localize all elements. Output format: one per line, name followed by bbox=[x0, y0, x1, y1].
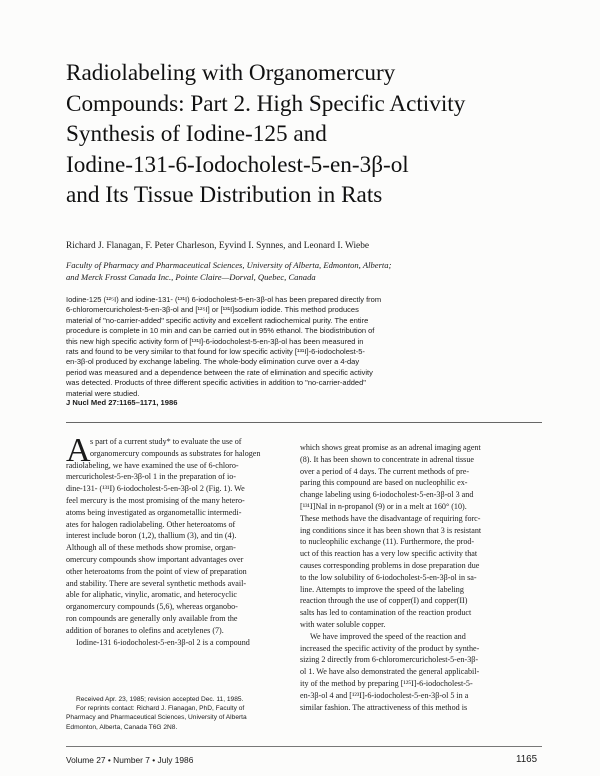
body-line: These methods have the disadvantage of requiring forc- bbox=[300, 513, 481, 523]
body-line: to nucleophilic exchange (11). Furthermore, the prod- bbox=[300, 537, 475, 547]
title-line: Iodine-131-6-Iodocholest-5-en-3β-ol bbox=[66, 151, 409, 178]
body-line: change labeling using 6-iodocholest-5-en-3β-ol 3 and bbox=[300, 490, 474, 500]
abstract-line: material of "no-carrier-added" specific activity and excellent radiochemical purity. The entire bbox=[66, 315, 369, 325]
body-line: reaction through the use of copper(I) and copper(II) bbox=[300, 596, 468, 606]
abstract-line: period was measured and a dependence between the rate of elimination and specific activity bbox=[66, 367, 373, 377]
footnote-line: Pharmacy and Pharmaceutical Sciences, University of Alberta bbox=[66, 714, 247, 722]
body-line: Although all of these methods show promise, organ- bbox=[66, 543, 236, 553]
affiliation bbox=[66, 259, 546, 283]
volume-info: Volume 27 • Number 7 • July 1986 bbox=[66, 755, 194, 765]
affiliation-line: Faculty of Pharmacy and Pharmaceutical Sciences, University of Alberta, Edmonton, Alberta; bbox=[66, 260, 392, 270]
body-line: ron compounds are generally only available from the bbox=[66, 613, 238, 623]
body-line: ing conditions since it has been shown that 3 is resistant bbox=[300, 525, 482, 535]
body-line: other heteroatoms from the point of view of preparation bbox=[66, 566, 247, 576]
body-line: omercury compounds show important advantages over bbox=[66, 554, 244, 564]
body-line: paring this compound are based on nucleophilic ex- bbox=[300, 478, 468, 488]
body-line: addition of boranes to olefins and acetylenes (7). bbox=[66, 625, 224, 635]
body-line: en-3β-ol 4 and [¹²³I]-6-iodocholest-5-en-3β-ol 5 in a bbox=[300, 690, 469, 700]
article-title bbox=[66, 58, 536, 211]
title-line: Compounds: Part 2. High Specific Activity bbox=[66, 90, 466, 117]
affiliation-line: and Merck Frosst Canada Inc., Pointe Claire—Dorval, Quebec, Canada bbox=[66, 272, 316, 282]
abstract-line: this new high specific activity form of [¹³¹I]-6-iodocholest-5-en-3β-ol has been measured in bbox=[66, 336, 364, 346]
abstract bbox=[66, 295, 556, 399]
body-line: ates for halogen radiolabeling. Other heteroatoms of bbox=[66, 519, 236, 529]
received-footnote bbox=[66, 695, 296, 732]
body-line: interest include boron (1,2), thallium (3), and tin (4). bbox=[66, 531, 237, 541]
body-line: ity of the method by preparing [¹²⁵I]-6-iodocholest-5- bbox=[300, 678, 473, 688]
body-line: We have improved the speed of the reaction and bbox=[310, 631, 466, 641]
body-line: with water soluble copper. bbox=[300, 619, 386, 629]
body-line: radiolabeling, we have examined the use of 6-chloro- bbox=[66, 460, 239, 470]
title-line: and Its Tissue Distribution in Rats bbox=[66, 182, 383, 209]
body-line: line. Attempts to improve the speed of the labeling bbox=[300, 584, 464, 594]
body-line: increased the specific activity of the product by synthe- bbox=[300, 643, 480, 653]
body-line: able for aliphatic, vinylic, aromatic, and heterocyclic bbox=[66, 590, 238, 600]
drop-cap: A bbox=[66, 432, 91, 469]
body-line: dine-131- (¹³¹I) 6-iodocholest-5-en-3β-ol 2 (Fig. 1). We bbox=[66, 484, 245, 494]
abstract-line: 6-chloromercuricholest-5-en-3β-ol and [¹²⁵I] or [¹³¹I]sodium iodide. This method produces bbox=[66, 305, 359, 315]
body-line: mercuricholest-5-en-3β-ol 1 in the preparation of io- bbox=[66, 472, 236, 482]
body-line: causes corresponding problems in dose preparation due bbox=[300, 560, 480, 570]
body-line: over a period of 4 days. The current methods of pre- bbox=[300, 466, 470, 476]
body-line: atoms being investigated as organometallic intermedi- bbox=[66, 507, 242, 517]
body-line: feel mercury is the most promising of the many hetero- bbox=[66, 495, 245, 505]
body-line: which shows great promise as an adrenal imaging agent bbox=[300, 443, 481, 452]
abstract-line: material were studied. bbox=[66, 388, 140, 398]
title-line: Synthesis of Iodine-125 and bbox=[66, 121, 327, 148]
body-line: organomercury compounds as substrates for halogen bbox=[90, 448, 261, 458]
body-column-right bbox=[300, 442, 550, 713]
body-line: and stability. There are several synthetic methods avail- bbox=[66, 578, 247, 588]
footnote-line: Received Apr. 23, 1985; revision accepted Dec. 11, 1985. bbox=[76, 696, 244, 703]
body-line: organomercury compounds (5,6), whereas organobo- bbox=[66, 602, 238, 612]
journal-citation: J Nucl Med 27:1165–1171, 1986 bbox=[66, 398, 178, 407]
body-line: Iodine-131 6-iodocholest-5-en-3β-ol 2 is a compound bbox=[76, 637, 250, 647]
body-line: uct of this reaction has a very low specific activity that bbox=[300, 549, 478, 559]
body-line: s part of a current study* to evaluate the use of bbox=[90, 437, 242, 446]
abstract-line: procedure is complete in 10 min and can be carried out in 95% ethanol. The biodistribution of bbox=[66, 326, 375, 336]
body-line: to the low solubility of 6-iodocholest-5-en-3β-ol in sa- bbox=[300, 572, 477, 582]
body-line: sizing 2 directly from 6-chloromercuricholest-5-en-3β- bbox=[300, 655, 479, 665]
author-list: Richard J. Flanagan, F. Peter Charleson, Eyvind I. Synnes, and Leonard I. Wiebe bbox=[66, 241, 370, 251]
footnote-line: Edmonton, Alberta, Canada T6G 2N8. bbox=[66, 723, 178, 731]
page-number: 1165 bbox=[516, 754, 538, 765]
body-column-left bbox=[66, 432, 316, 648]
abstract-line: en-3β-ol produced by exchange labeling. The whole-body elimination curve over a 4-day bbox=[66, 357, 360, 367]
title-line: Radiolabeling with Organomercury bbox=[66, 60, 396, 86]
abstract-line: rats and found to be very similar to that found for low specific activity [¹³¹I]-6-iodocholest-5- bbox=[66, 347, 365, 357]
section-divider bbox=[66, 422, 542, 423]
body-line: similar fashion. The attractiveness of this method is bbox=[300, 702, 468, 712]
body-line: (8). It has been shown to concentrate in adrenal tissue bbox=[300, 454, 474, 464]
footer-divider bbox=[66, 746, 542, 747]
body-line: salts has led to contamination of the reaction product bbox=[300, 608, 472, 618]
body-line: [¹³¹I]NaI in n-propanol (9) or in a melt at 160° (10). bbox=[300, 501, 467, 511]
abstract-line: Iodine-125 (¹²⁵I) and iodine-131- (¹³¹I) 6-iodocholest-5-en-3β-ol has been prepared directly from bbox=[66, 295, 382, 304]
footnote-line: For reprints contact: Richard J. Flanagan, PhD, Faculty of bbox=[76, 705, 245, 713]
abstract-line: was detected. Products of three different specific activities in addition to "no-carrier-added" bbox=[66, 378, 366, 388]
body-line: ol 1. We have also demonstrated the general applicabil- bbox=[300, 667, 480, 677]
